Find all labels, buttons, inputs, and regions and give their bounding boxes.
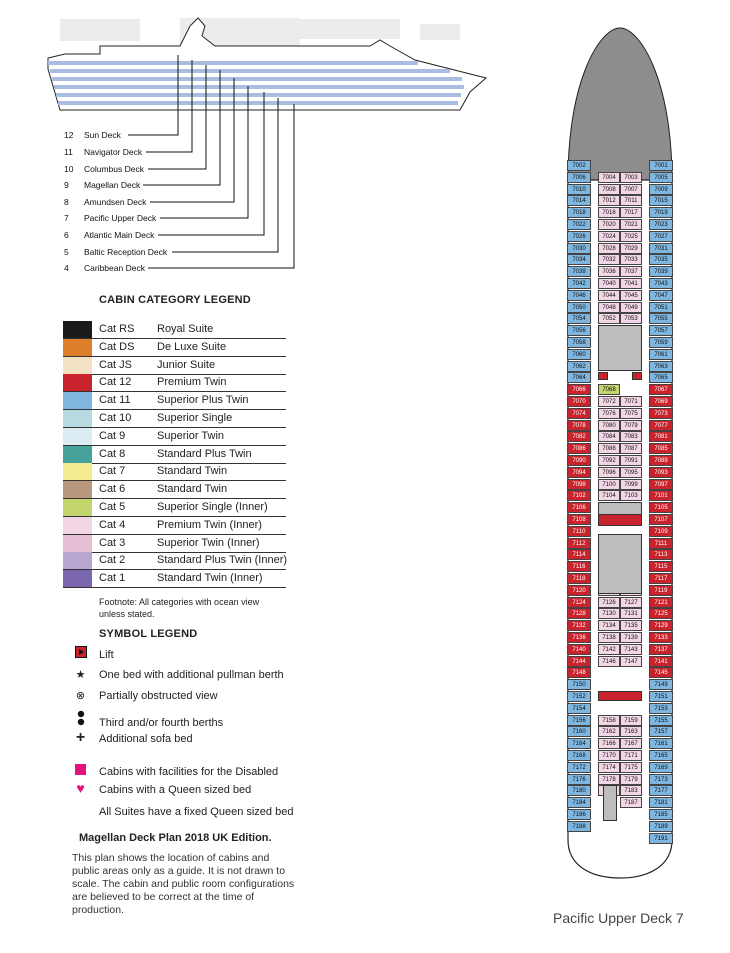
- category-swatch: [63, 428, 92, 445]
- deck-label-9[interactable]: 9 Magellan Deck: [64, 180, 141, 190]
- plan-title: Magellan Deck Plan 2018 UK Edition.: [79, 832, 272, 844]
- cabin[interactable]: 7047: [649, 290, 673, 301]
- cabin[interactable]: 7016: [598, 207, 620, 218]
- cabin[interactable]: 7178: [598, 774, 620, 785]
- cabin[interactable]: 7043: [649, 278, 673, 289]
- category-code: Cat 1: [99, 572, 126, 585]
- cabin[interactable]: 7093: [649, 467, 673, 478]
- cabin[interactable]: 7009: [649, 184, 673, 195]
- category-swatch: [63, 552, 92, 569]
- cabin[interactable]: 7179: [620, 774, 642, 785]
- cabin[interactable]: 7042: [567, 278, 591, 289]
- cabin[interactable]: 7136: [567, 632, 591, 643]
- deck-title: Pacific Upper Deck 7: [553, 910, 684, 926]
- cabin[interactable]: 7040: [598, 278, 620, 289]
- cabin[interactable]: 7160: [567, 726, 591, 737]
- berths-icon: [72, 710, 89, 729]
- cabin[interactable]: 7186: [567, 809, 591, 820]
- cabin[interactable]: 7170: [598, 750, 620, 761]
- cabin[interactable]: 7017: [620, 207, 642, 218]
- cabin[interactable]: 7130: [598, 608, 620, 619]
- cabin[interactable]: 7019: [649, 207, 673, 218]
- cabin[interactable]: 7046: [567, 290, 591, 301]
- category-row: [63, 446, 286, 464]
- symbol-legend-title: SYMBOL LEGEND: [99, 628, 198, 640]
- cabin[interactable]: 7174: [598, 762, 620, 773]
- cabin[interactable]: 7168: [567, 750, 591, 761]
- cabin[interactable]: 7063: [649, 361, 673, 372]
- category-swatch: [63, 357, 92, 374]
- stairwell-core: [603, 785, 617, 821]
- cabin[interactable]: 7150: [567, 679, 591, 690]
- cabin[interactable]: 7031: [649, 243, 673, 254]
- symbol-row-obstructed: ⊗ Partially obstructed view: [72, 689, 218, 702]
- category-code: Cat 12: [99, 376, 132, 389]
- cabin[interactable]: 7020: [598, 219, 620, 230]
- cabin[interactable]: 7022: [567, 219, 591, 230]
- cabin[interactable]: 7145: [649, 667, 673, 678]
- cabin[interactable]: 7007: [620, 184, 642, 195]
- cabin[interactable]: 7102: [567, 490, 591, 501]
- cabin[interactable]: 7062: [567, 361, 591, 372]
- cabin[interactable]: 7169: [649, 762, 673, 773]
- cabin[interactable]: 7137: [649, 644, 673, 655]
- category-swatch: [63, 339, 92, 356]
- star-icon: ★: [75, 669, 86, 681]
- cabin[interactable]: 7171: [620, 750, 642, 761]
- deck-label-4[interactable]: 4 Caribbean Deck: [64, 263, 145, 273]
- cabin[interactable]: 7053: [620, 313, 642, 324]
- cabin[interactable]: 7081: [649, 431, 673, 442]
- category-swatch: [63, 481, 92, 498]
- cabin[interactable]: 7161: [649, 738, 673, 749]
- cabin[interactable]: 7038: [567, 266, 591, 277]
- cabin[interactable]: 7127: [620, 597, 642, 608]
- cabin[interactable]: 7105: [649, 502, 673, 513]
- cabin[interactable]: 7092: [598, 455, 620, 466]
- category-row: [63, 357, 286, 375]
- category-code: Cat 5: [99, 501, 126, 513]
- cabin[interactable]: 7003: [620, 172, 642, 183]
- cabin[interactable]: 7069: [649, 396, 673, 407]
- cabin[interactable]: 7134: [598, 620, 620, 631]
- cabin[interactable]: 7035: [649, 254, 673, 265]
- cabin[interactable]: 7029: [620, 243, 642, 254]
- symbol-row-lift: Lift: [72, 646, 114, 661]
- cabin[interactable]: 7056: [567, 325, 591, 336]
- plus-icon: +: [75, 729, 86, 746]
- category-name: Superior Single (Inner): [157, 501, 268, 513]
- symbol-row-plus: + Additional sofa bed: [72, 732, 193, 745]
- category-swatch: [63, 321, 92, 338]
- category-code: Cat 3: [99, 536, 126, 549]
- category-code: Cat 9: [99, 429, 126, 442]
- cabin[interactable]: 7129: [649, 620, 673, 631]
- deck-leader-lines: [0, 0, 300, 275]
- cabin[interactable]: 7064: [567, 372, 591, 383]
- cabin[interactable]: 7107: [649, 514, 673, 525]
- cabin[interactable]: 7027: [649, 231, 673, 242]
- category-swatch: [63, 517, 92, 534]
- cabin[interactable]: 7068: [598, 384, 620, 395]
- cabin[interactable]: 7065: [649, 372, 673, 383]
- cabin[interactable]: 7177: [649, 785, 673, 796]
- cabin[interactable]: 7074: [567, 408, 591, 419]
- cabin[interactable]: 7180: [567, 785, 591, 796]
- cabin[interactable]: 7072: [598, 396, 620, 407]
- cabin[interactable]: 7096: [598, 467, 620, 478]
- cabin[interactable]: 7079: [620, 420, 642, 431]
- deck-label-5[interactable]: 5 Baltic Reception Deck: [64, 247, 168, 257]
- cabin[interactable]: 7090: [567, 455, 591, 466]
- symbol-row-heart: ♥ Cabins with a Queen sized bed: [72, 780, 251, 796]
- category-name: Junior Suite: [157, 358, 216, 371]
- cabin[interactable]: 7080: [598, 420, 620, 431]
- cabin[interactable]: 7124: [567, 597, 591, 608]
- stairwell-core: [598, 325, 642, 371]
- cabin[interactable]: 7140: [567, 644, 591, 655]
- cabin[interactable]: 7175: [620, 762, 642, 773]
- cabin[interactable]: 7185: [649, 809, 673, 820]
- disclaimer: This plan shows the location of cabins and public areas only as a guide. It is not drawn to scale. The cabin and public room configurations are believed to be correct at the time of production.: [72, 852, 295, 916]
- cabin[interactable]: 7187: [620, 797, 642, 808]
- lift-icon: [72, 646, 89, 661]
- cabin[interactable]: 7086: [567, 443, 591, 454]
- cabin[interactable]: 7155: [649, 715, 673, 726]
- cabin[interactable]: 7076: [598, 408, 620, 419]
- cabin[interactable]: 7188: [567, 821, 591, 832]
- cabin[interactable]: 7121: [649, 597, 673, 608]
- cabin[interactable]: 7098: [567, 479, 591, 490]
- deck-label-7[interactable]: 7 Pacific Upper Deck: [64, 213, 157, 223]
- cabin[interactable]: 7075: [620, 408, 642, 419]
- cabin[interactable]: 7021: [620, 219, 642, 230]
- category-swatch: [63, 570, 92, 587]
- cabin[interactable]: 7082: [567, 431, 591, 442]
- cabin[interactable]: 7005: [649, 172, 673, 183]
- cabin[interactable]: 7089: [649, 455, 673, 466]
- cabin[interactable]: 7128: [567, 608, 591, 619]
- cabin[interactable]: 7048: [598, 302, 620, 313]
- cabin[interactable]: 7095: [620, 467, 642, 478]
- cabin[interactable]: 7033: [620, 254, 642, 265]
- category-row: [63, 535, 286, 553]
- cabin[interactable]: 7176: [567, 774, 591, 785]
- cabin[interactable]: 7189: [649, 821, 673, 832]
- category-name: Premium Twin (Inner): [157, 518, 262, 531]
- cabin[interactable]: 7024: [598, 231, 620, 242]
- cabin[interactable]: 7154: [567, 703, 591, 714]
- category-code: Cat DS: [99, 340, 135, 353]
- stairwell-core: [598, 534, 642, 594]
- category-name: Royal Suite: [157, 323, 214, 335]
- cabin[interactable]: 7004: [598, 172, 620, 183]
- category-code: Cat RS: [99, 323, 135, 335]
- cabin[interactable]: 7032: [598, 254, 620, 265]
- category-row: [63, 481, 286, 499]
- cabin[interactable]: 7156: [567, 715, 591, 726]
- cabin[interactable]: 7049: [620, 302, 642, 313]
- cabin[interactable]: 7133: [649, 632, 673, 643]
- cabin[interactable]: 7028: [598, 243, 620, 254]
- cabin[interactable]: 7067: [649, 384, 673, 395]
- category-name: Superior Twin: [157, 429, 225, 442]
- deck-label-6[interactable]: 6 Atlantic Main Deck: [64, 230, 155, 240]
- cabin[interactable]: 7026: [567, 231, 591, 242]
- cabin[interactable]: 7142: [598, 644, 620, 655]
- cabin[interactable]: 7073: [649, 408, 673, 419]
- category-row: [63, 570, 286, 588]
- category-row: [63, 499, 286, 517]
- category-swatch: [63, 392, 92, 409]
- cabin[interactable]: 7025: [620, 231, 642, 242]
- cabin[interactable]: 7066: [567, 384, 591, 395]
- cabin[interactable]: 7006: [567, 172, 591, 183]
- cabin[interactable]: 7166: [598, 738, 620, 749]
- cabin[interactable]: 7139: [620, 632, 642, 643]
- cabin[interactable]: 7002: [567, 160, 591, 171]
- cabin[interactable]: 7132: [567, 620, 591, 631]
- category-name: Standard Plus Twin (Inner): [157, 554, 288, 567]
- cabin[interactable]: 7144: [567, 656, 591, 667]
- category-name: Standard Twin: [157, 483, 228, 496]
- cabin[interactable]: 7023: [649, 219, 673, 230]
- cabin[interactable]: 7141: [649, 656, 673, 667]
- cabin[interactable]: 7101: [649, 490, 673, 501]
- category-code: Cat 10: [99, 412, 132, 424]
- cabin[interactable]: 7050: [567, 302, 591, 313]
- category-name: Superior Twin (Inner): [157, 536, 260, 549]
- category-swatch: [63, 535, 92, 552]
- cabin[interactable]: 7116: [567, 561, 591, 572]
- cabin[interactable]: 7051: [649, 302, 673, 313]
- cabin[interactable]: 7012: [598, 195, 620, 206]
- cabin[interactable]: 7044: [598, 290, 620, 301]
- cabin[interactable]: 7157: [649, 726, 673, 737]
- lift-icon: [632, 372, 642, 380]
- category-row: [63, 428, 286, 446]
- cabin[interactable]: 7001: [649, 160, 673, 171]
- cabin[interactable]: 7103: [620, 490, 642, 501]
- cabin[interactable]: 7104: [598, 490, 620, 501]
- cabin[interactable]: 7191: [649, 833, 673, 844]
- footnote: Footnote: All categories with ocean view unless stated.: [99, 597, 260, 619]
- cabin[interactable]: 7034: [567, 254, 591, 265]
- category-name: Premium Twin: [157, 376, 227, 389]
- category-code: Cat 2: [99, 554, 126, 567]
- cabin[interactable]: 7147: [620, 656, 642, 667]
- cabin[interactable]: 7131: [620, 608, 642, 619]
- category-swatch: [63, 463, 92, 480]
- cabin[interactable]: 7110: [567, 526, 591, 537]
- category-swatch: [63, 410, 92, 427]
- category-row: [63, 517, 286, 535]
- deck-label-11[interactable]: 11 Navigator Deck: [64, 147, 143, 157]
- cabin[interactable]: 7041: [620, 278, 642, 289]
- category-swatch: [63, 499, 92, 516]
- disabled-icon: [72, 764, 89, 778]
- lift-icon: [598, 514, 642, 526]
- category-code: Cat 6: [99, 483, 126, 496]
- cabin[interactable]: 7037: [620, 266, 642, 277]
- symbol-row-star: ★ One bed with additional pullman berth: [72, 668, 284, 681]
- cabin[interactable]: 7014: [567, 195, 591, 206]
- cabin[interactable]: 7011: [620, 195, 642, 206]
- cabin[interactable]: 7159: [620, 715, 642, 726]
- cabin[interactable]: 7085: [649, 443, 673, 454]
- cabin[interactable]: 7158: [598, 715, 620, 726]
- category-code: Cat JS: [99, 358, 133, 371]
- category-code: Cat 7: [99, 465, 126, 478]
- category-name: Standard Twin (Inner): [157, 572, 263, 585]
- cabin[interactable]: 7010: [567, 184, 591, 195]
- category-swatch: [63, 446, 92, 463]
- cabin[interactable]: 7018: [567, 207, 591, 218]
- cabin[interactable]: 7061: [649, 349, 673, 360]
- cabin[interactable]: 7039: [649, 266, 673, 277]
- cabin[interactable]: 7172: [567, 762, 591, 773]
- category-swatch: [63, 374, 92, 391]
- cabin[interactable]: 7083: [620, 431, 642, 442]
- category-name: De Luxe Suite: [157, 340, 227, 353]
- category-name: Standard Twin: [157, 465, 228, 478]
- cabin[interactable]: 7163: [620, 726, 642, 737]
- cabin[interactable]: 7149: [649, 679, 673, 690]
- cabin[interactable]: 7055: [649, 313, 673, 324]
- cabin[interactable]: 7153: [649, 703, 673, 714]
- suites-note: All Suites have a fixed Queen sized bed: [99, 806, 294, 818]
- cabin[interactable]: 7045: [620, 290, 642, 301]
- cabin[interactable]: 7071: [620, 396, 642, 407]
- cabin[interactable]: 7078: [567, 420, 591, 431]
- cabin[interactable]: 7152: [567, 691, 591, 702]
- cabin[interactable]: 7173: [649, 774, 673, 785]
- cabin[interactable]: 7126: [598, 597, 620, 608]
- cabin[interactable]: 7146: [598, 656, 620, 667]
- cabin[interactable]: 7162: [598, 726, 620, 737]
- category-code: Cat 11: [99, 394, 131, 407]
- category-row: [63, 339, 286, 357]
- cabin[interactable]: 7138: [598, 632, 620, 643]
- cabin[interactable]: 7100: [598, 479, 620, 490]
- cabin[interactable]: 7135: [620, 620, 642, 631]
- cabin[interactable]: 7143: [620, 644, 642, 655]
- cabin[interactable]: 7094: [567, 467, 591, 478]
- cabin[interactable]: 7052: [598, 313, 620, 324]
- symbol-row-disabled: Cabins with facilities for the Disabled: [72, 764, 278, 778]
- cabin[interactable]: 7111: [649, 538, 673, 549]
- category-row: [63, 392, 286, 410]
- cabin[interactable]: 7070: [567, 396, 591, 407]
- deck-label-12[interactable]: 12 Sun Deck: [64, 130, 121, 140]
- cabin[interactable]: 7108: [567, 514, 591, 525]
- cabin[interactable]: 7030: [567, 243, 591, 254]
- cabin[interactable]: 7181: [649, 797, 673, 808]
- cabin[interactable]: 7109: [649, 526, 673, 537]
- cabin[interactable]: 7036: [598, 266, 620, 277]
- cabin[interactable]: 7113: [649, 549, 673, 560]
- cabin[interactable]: 7165: [649, 750, 673, 761]
- cabin[interactable]: 7112: [567, 538, 591, 549]
- cabin[interactable]: 7151: [649, 691, 673, 702]
- cabin[interactable]: 7115: [649, 561, 673, 572]
- category-row: [63, 552, 286, 570]
- lift-icon: [598, 691, 642, 701]
- cabin[interactable]: 7117: [649, 573, 673, 584]
- category-row: [63, 321, 286, 339]
- category-row: [63, 374, 286, 392]
- cabin[interactable]: 7167: [620, 738, 642, 749]
- lift-icon: [598, 372, 608, 380]
- category-code: Cat 4: [99, 518, 126, 531]
- cabin[interactable]: 7060: [567, 349, 591, 360]
- cabin[interactable]: 7164: [567, 738, 591, 749]
- cabin-legend-title: CABIN CATEGORY LEGEND: [99, 294, 251, 306]
- cabin[interactable]: 7148: [567, 667, 591, 678]
- cabin[interactable]: 7119: [649, 585, 673, 596]
- cabin[interactable]: 7183: [620, 785, 642, 796]
- category-name: Superior Single: [157, 412, 233, 424]
- cabin[interactable]: 7120: [567, 585, 591, 596]
- cabin[interactable]: 7106: [567, 502, 591, 513]
- category-name: Standard Plus Twin: [157, 447, 252, 460]
- obstructed-icon: ⊗: [75, 690, 86, 702]
- cabin[interactable]: 7084: [598, 431, 620, 442]
- cabin[interactable]: 7087: [620, 443, 642, 454]
- cabin[interactable]: 7099: [620, 479, 642, 490]
- cabin[interactable]: 7088: [598, 443, 620, 454]
- cabin[interactable]: 7057: [649, 325, 673, 336]
- symbol-row-berths: Third and/or fourth berths: [72, 710, 223, 729]
- cabin[interactable]: 7077: [649, 420, 673, 431]
- cabin[interactable]: 7015: [649, 195, 673, 206]
- cabin[interactable]: 7114: [567, 549, 591, 560]
- deck-label-8[interactable]: 8 Amundsen Deck: [64, 197, 147, 207]
- category-row: [63, 463, 286, 481]
- cabin[interactable]: 7059: [649, 337, 673, 348]
- cabin[interactable]: 7008: [598, 184, 620, 195]
- category-code: Cat 8: [99, 447, 126, 460]
- cabin[interactable]: 7091: [620, 455, 642, 466]
- cabin[interactable]: 7118: [567, 573, 591, 584]
- heart-icon: ♥: [76, 780, 85, 796]
- cabin[interactable]: 7125: [649, 608, 673, 619]
- deck-label-10[interactable]: 10 Columbus Deck: [64, 164, 144, 174]
- cabin[interactable]: 7184: [567, 797, 591, 808]
- cabin[interactable]: 7058: [567, 337, 591, 348]
- cabin[interactable]: 7054: [567, 313, 591, 324]
- category-name: Superior Plus Twin: [157, 394, 249, 407]
- category-row: [63, 410, 286, 428]
- cabin[interactable]: 7097: [649, 479, 673, 490]
